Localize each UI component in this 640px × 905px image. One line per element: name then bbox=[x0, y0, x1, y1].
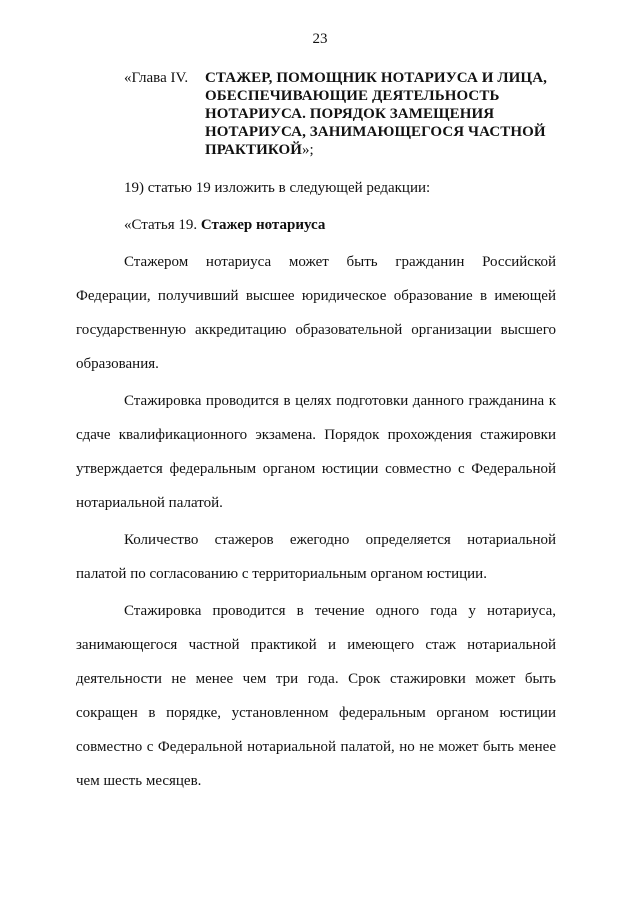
document-body bbox=[76, 171, 556, 798]
chapter-title: СТАЖЕР, ПОМОЩНИК НОТАРИУСА И ЛИЦА, ОБЕСПЕЧИВАЮЩИЕ ДЕЯТЕЛЬНОСТЬ НОТАРИУСА. ПОРЯДОК ЗАМЕЩЕНИЯ НОТАРИУСА, ЗАНИМАЮЩЕГОСЯ ЧАСТНОЙ ПРАКТИКОЙ bbox=[205, 70, 547, 158]
chapter-label: «Глава IV. bbox=[124, 70, 189, 86]
chapter-heading bbox=[124, 69, 574, 159]
article-heading bbox=[76, 208, 556, 242]
page-number: 23 bbox=[312, 31, 328, 47]
article-title: Стажер нотариуса bbox=[200, 217, 326, 233]
amendment-item: 19) статью 19 изложить в следующей редакции: bbox=[124, 180, 431, 196]
paragraph-2: Стажировка проводится в целях подготовки данного гражданина к сдаче квалификационного экзамена. Порядок прохождения стажировки утверждается федеральным органом юстиции совместно с Федеральной нотариальной палатой. bbox=[76, 393, 556, 511]
chapter-title-suffix: »; bbox=[302, 142, 314, 158]
paragraph-3: Количество стажеров ежегодно определяется нотариальной палатой по согласованию с территориальным органом юстиции. bbox=[76, 532, 556, 582]
chapter-title-block bbox=[205, 69, 574, 159]
paragraph-1: Стажером нотариуса может быть гражданин Российской Федерации, получивший высшее юридическое образование в имеющей государственную аккредитацию образовательной организации высшего образования. bbox=[76, 254, 556, 372]
article-prefix: «Статья 19. bbox=[124, 217, 201, 233]
paragraph-4: Стажировка проводится в течение одного года у нотариуса, занимающегося частной практикой и имеющего стаж нотариальной деятельности не менее чем три года. Срок стажировки может быть сокращен в порядке, установленном федеральным органом юстиции совместно с Федеральной нотариальной палатой, но не может быть менее чем шесть месяцев. bbox=[76, 603, 556, 789]
